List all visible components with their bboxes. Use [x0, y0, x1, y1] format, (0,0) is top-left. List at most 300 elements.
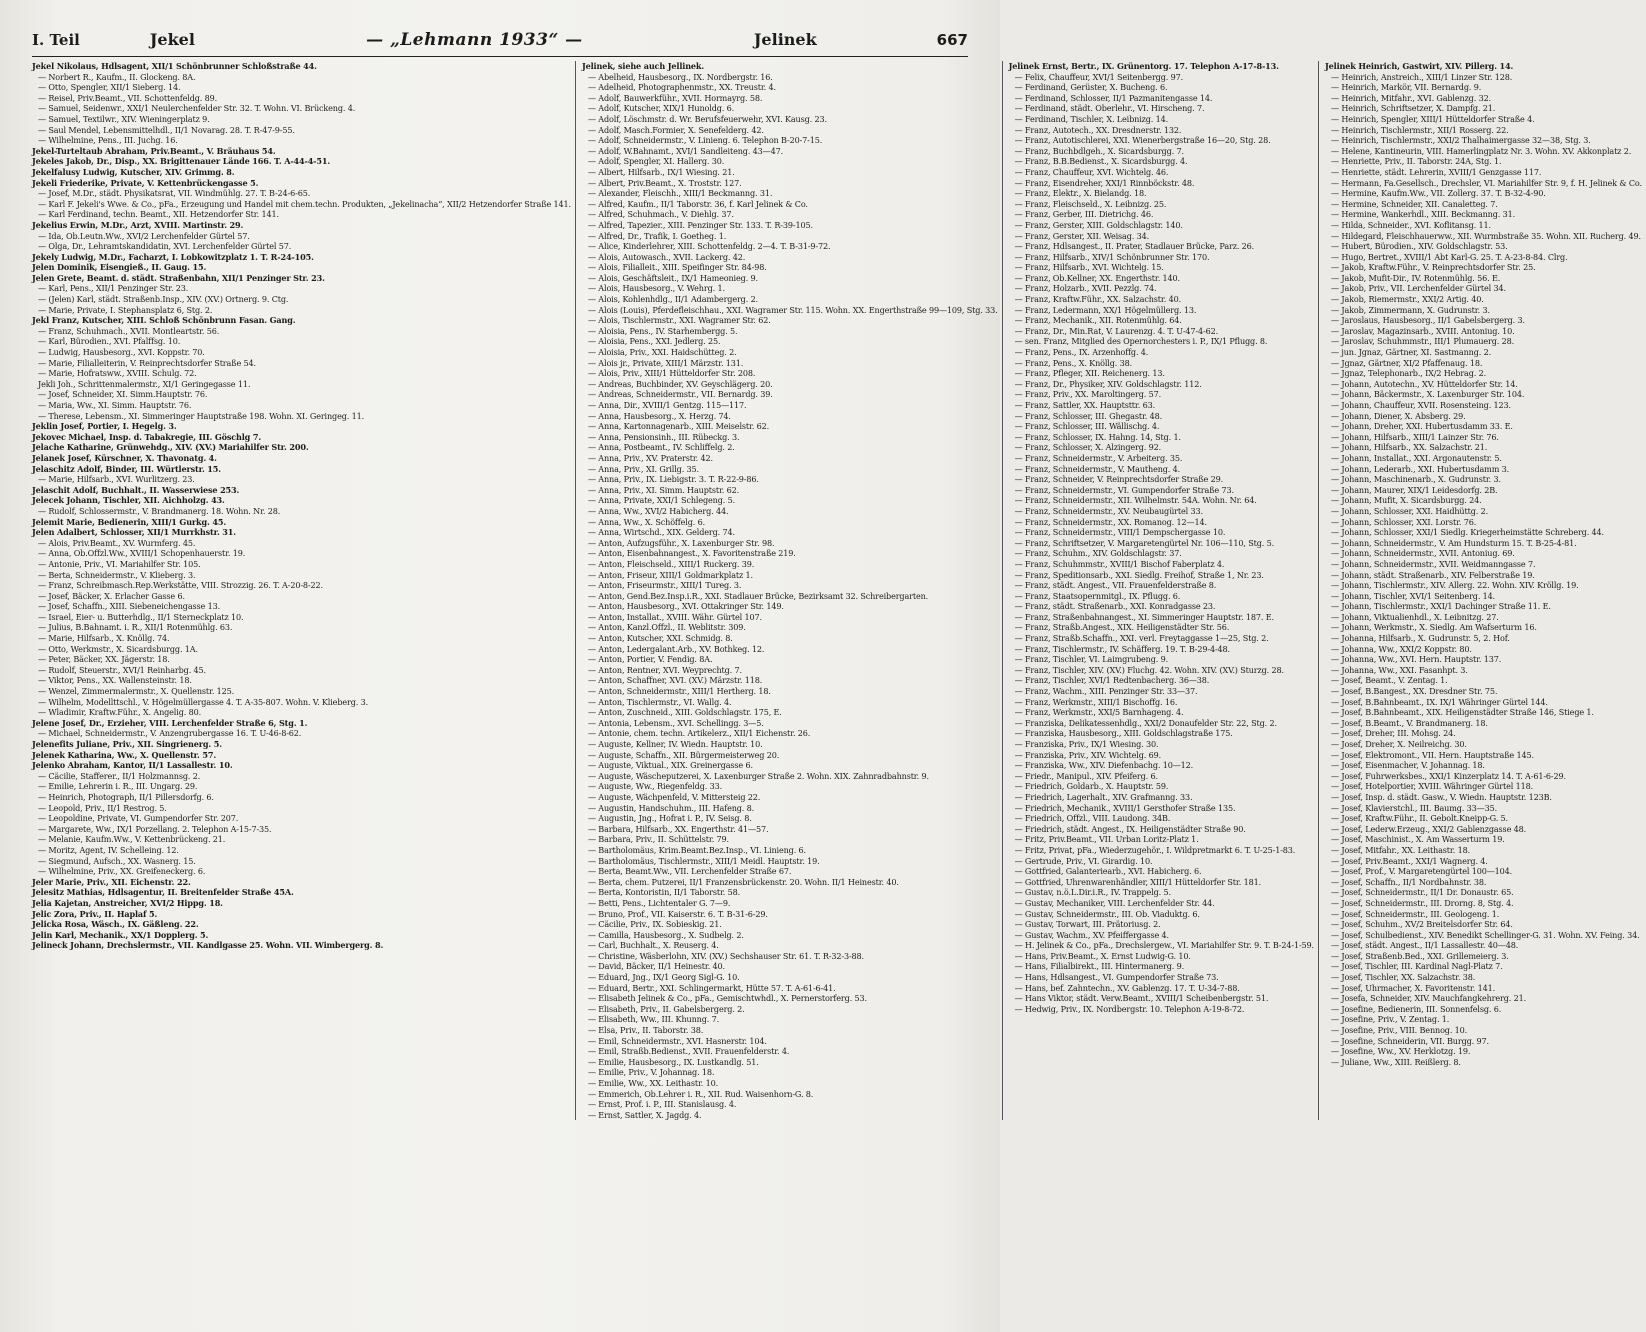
directory-entry: — Josef, B.Bahnbeamt., XIX. Heiligenstädter Straße 146, Stiege 1.: [1330, 707, 1594, 718]
directory-entry: — Josef, Dreher, X. Neilreichg. 30.: [1330, 739, 1467, 749]
directory-entry: — Cäcilie, Stafferer., II/1 Holzmannsg. 2.: [38, 770, 201, 781]
directory-entry: — Cäcilie, Priv., IX. Sobieskig. 21.: [587, 919, 722, 930]
directory-entry: — Wilhelmine, Priv., XX. Greifeneckerg. 6.: [38, 866, 206, 877]
directory-entry: — Franz, B.B.Bedienst., X. Sicardsburgg. 4.: [1014, 156, 1188, 167]
directory-entry: — Ferdinand, Gerüster, X. Bucheng. 6.: [1014, 82, 1168, 93]
directory-entry: — Emmerich, Ob.Lehrer i. R., XII. Rud. Waisenhorn-G. 8.: [587, 1088, 814, 1099]
directory-entry: Jelesitz Mathias, Hdlsagentur, II. Breitenfelder Straße 45A.: [32, 887, 294, 898]
directory-entry: Jekelfalusy Ludwig, Kutscher, XIV. Grimmg. 8.: [32, 166, 235, 177]
directory-entry: — Johann, Werkmstr., X. Siedlg. Am Wafserturm 16.: [1330, 622, 1537, 633]
directory-entry: — Alois, Geschäftsleit., IX/1 Hameonieg. 9.: [587, 272, 758, 283]
directory-entry: — Heinrich, Tischlermstr., XII/1 Rosserg. 22.: [1330, 124, 1509, 135]
directory-entry: — Anna, Hausbesorg., X. Herzg. 74.: [587, 410, 731, 421]
directory-entry: — Franz, Tischler, VI. Laimgrubeng. 9.: [1014, 654, 1168, 665]
directory-entry: — Alfred, Dr., Trafik, I. Goetheg. 1.: [587, 230, 727, 241]
directory-entry: — Albert, Priv.Beamt., X. Troststr. 127.: [587, 177, 742, 188]
directory-entry: — Josef, Fuhrwerksbes., XXI/1 Kinzerplatz 14. T. A-61-6-29.: [1330, 770, 1566, 781]
directory-entry: — Franz, Tischler, XVI/1 Redtenbacherg. 36—38.: [1014, 675, 1210, 686]
directory-entry: — Bartholomäus, Krim.Beamt.Bez.Insp., VI. Linieng. 6.: [587, 844, 806, 855]
directory-entry: — Wilhelmine, Pens., III. Juchg. 16.: [38, 135, 178, 146]
directory-entry: — Otto, Spengler, XII/1 Sieberg. 14.: [38, 82, 181, 93]
directory-entry: — Auguste, Viktual., XIX. Greinergasse 6.: [587, 760, 753, 771]
directory-entry: — Josef, Straßenb.Bed., XXI. Grillemeierg. 3.: [1330, 950, 1509, 961]
directory-entry: — Auguste, Wächpenfeld, V. Mittersteig 22.: [587, 791, 761, 802]
directory-entry: — Josefine, Schneiderin, VII. Burgg. 97.: [1330, 1035, 1489, 1046]
directory-entry: — Ferdinand, Schlosser, II/1 Pazmanitengasse 14.: [1014, 92, 1213, 103]
directory-entry: — Henriette, Priv., II. Taborstr. 24A, Stg. 1.: [1330, 156, 1502, 167]
directory-entry: — Franz, Tischlermstr., IV. Schäfferg. 19. T. B-29-4-48.: [1014, 643, 1230, 654]
directory-entry: — Josef, Elektromont., VII. Hern. Hauptstraße 145.: [1330, 749, 1534, 760]
directory-entry: — Hans, Priv.Beamt., X. Ernst Ludwig-G. 10.: [1014, 950, 1191, 961]
directory-entry: Jekely Ludwig, M.Dr., Facharzt, I. Lobkowitzplatz 1. T. R-24-105.: [32, 251, 314, 262]
directory-entry: — Johann, Schlosser, XXI. Haidhüttg. 2.: [1330, 505, 1489, 516]
directory-entry: — Anna, Wirtschd., XIX. Gelderg. 74.: [587, 527, 735, 538]
directory-entry: — Marie, Filialleiterin, V. Reinprechtsdorfer Straße 54.: [38, 357, 256, 368]
directory-entry: — Marie, Private, I. Stephansplatz 6, Stg. 2.: [38, 304, 213, 315]
directory-entry: — Elisabeth, Ww., III. Khunng. 7.: [587, 1014, 719, 1025]
directory-entry: — Franz, Schneidermstr., VIII/1 Dempschergasse 10.: [1014, 527, 1226, 538]
directory-entry: — Viktor, Pens., XX. Wallensteinstr. 18.: [38, 675, 192, 686]
directory-entry: — Christine, Wäsberlohn, XIV. (XV.) Sechshauser Str. 61. T. R-32-3-88.: [587, 950, 864, 961]
directory-entry: Jelinek, siehe auch Jellinek.: [581, 61, 705, 71]
directory-entry: — Johann, Schlosser, XXI/1 Siedlg. Kriegerheimstätte Schreberg. 44.: [1330, 527, 1604, 538]
directory-entry: Jelen Adalbert, Schlosser, XII/1 Murrkhstr. 31.: [32, 527, 236, 538]
directory-entry: — Emil, Straßb.Bedienst., XVII. Frauenfelderstr. 4.: [587, 1046, 790, 1057]
directory-entry: — Josef, Priv.Beamt., XXI/1 Wagnerg. 4.: [1330, 855, 1488, 866]
directory-entry: — Elisabeth, Priv., II. Gabelsbergerg. 2.: [587, 1003, 745, 1014]
directory-entry: — Antonie, chem. techn. Artikelerz., XII/1 Eichenstr. 26.: [587, 728, 811, 739]
directory-entry: Jelia Kajetan, Anstreicher, XVI/2 Hippg. 18.: [32, 897, 223, 908]
directory-entry: — Franz, Fleischseld., X. Leibnizg. 25.: [1014, 198, 1167, 209]
directory-entry: Jelinek Ernst, Bertr., IX. Grünentorg. 17. Telephon A-17-8-13.: [1008, 61, 1279, 71]
directory-entry: Jelemit Marie, Bedienerin, XIII/1 Gurkg. 45.: [32, 516, 226, 527]
directory-entry: Jekl Franz, Kutscher, XIII. Schloß Schönbrunn Fasan. Gang.: [32, 315, 296, 326]
directory-entry: — Franz, Ledermann, XX/1 Högelmüllerg. 13.: [1014, 304, 1197, 315]
directory-entry: — Josef, Eisenmacher, V. Johannag. 18.: [1330, 760, 1485, 771]
directory-entry: — Anton, Friseur, XIII/1 Goldmarkplatz 1.: [587, 569, 753, 580]
directory-entry: — Johann, Chauffeur, XVII. Rosensteing. 123.: [1330, 400, 1511, 410]
directory-entry: — Franz, Schneidermstr., XX. Romanog. 12—14.: [1014, 516, 1207, 527]
directory-entry: — Ludwig, Hausbesorg., XVI. Koppstr. 70.: [38, 347, 205, 358]
directory-entry: — Gustav, Torwart, III. Prätoriusg. 2.: [1014, 919, 1161, 930]
directory-entry: — Franz, Speditionsarb., XXI. Siedlg. Freihof, Straße 1, Nr. 23.: [1014, 569, 1264, 580]
directory-entry: — Heinrich, Spengler, XIII/1 Hütteldorfer Straße 4.: [1330, 113, 1535, 124]
directory-entry: — Heinrich, Photograph, II/1 Pillersdorfg. 6.: [38, 791, 214, 802]
directory-entry: — Josef, Schuhm., XV/2 Breitelsdorfer Str. 64.: [1330, 919, 1513, 930]
directory-column-3: [1009, 61, 1319, 1120]
directory-entry: — Auguste, Kellner, IV. Wiedn. Hauptstr. 10.: [587, 739, 763, 749]
directory-entry: — Franziska, Priv., XIV. Wichtelg. 69.: [1014, 749, 1162, 760]
directory-entry: — Alois, Hausbesorg., V. Wehrg. 1.: [587, 283, 725, 294]
directory-entry: — Franz, Sattler, XX. Hauptsttr. 63.: [1014, 400, 1155, 410]
directory-entry: — Josef, B.Beamt., V. Brandmanerg. 18.: [1330, 717, 1488, 728]
directory-entry: — Alfred, Kaufm., II/1 Taborstr. 36, f. Karl Jelinek & Co.: [587, 198, 808, 209]
directory-entry: Jelenko Abraham, Kantor, II/1 Lassallestr. 10.: [32, 760, 233, 771]
directory-entry: — Alois, Tischlermstr., XXI. Wagramer Str. 62.: [587, 315, 771, 326]
directory-entry: — Anna, Priv., XV. Praterstr. 42.: [587, 452, 713, 463]
directory-entry: — Moritz, Agent, IV. Schelleing. 12.: [38, 844, 179, 855]
directory-entry: — Reisel, Priv.Beamt., VII. Schottenfeldg. 89.: [38, 92, 218, 103]
directory-entry: — Franz, Dr., Physiker, XIV. Goldschlagstr. 112.: [1014, 378, 1202, 389]
directory-entry: — Franz, Chauffeur, XVI. Wichtelg. 46.: [1014, 166, 1169, 177]
directory-entry: — Alfred, Tapezier., XIII. Penzinger Str. 133. T. R-39-105.: [587, 219, 813, 230]
directory-entry: — Leopoldine, Private, VI. Gumpendorfer Str. 207.: [38, 813, 239, 824]
directory-entry: — Melanie, Kaufm.Ww., V. Kettenbrückeng. 21.: [38, 834, 226, 845]
directory-entry: — Barbara, Hilfsarb., XX. Engerthstr. 41—57.: [587, 823, 769, 834]
directory-entry: — Elisabeth Jelinek & Co., pFa., Gemischtwhdl., X. Pernerstorferg. 53.: [587, 993, 867, 1004]
directory-entry: — Johanna, Ww., XXI/2 Koppstr. 80.: [1330, 643, 1472, 654]
directory-entry: — Saul Mendel, Lebensmittelhdl., II/1 Novarag. 28. T. R-47-9-55.: [38, 124, 295, 135]
directory-entry: — Gustav, n.ö.L.Dir.i.R., IV. Trappelg. 5.: [1014, 887, 1171, 898]
directory-entry: — Eduard, Jng., IX/1 Georg Sigl-G. 10.: [587, 972, 740, 983]
directory-entry: — Albert, Hilfsarb., IX/1 Wiesing. 21.: [587, 166, 735, 177]
directory-entry: — Ferdinand, Tischler, X. Leibnizg. 14.: [1014, 113, 1169, 124]
directory-entry: — Franz, Gerster, XII. Weisag. 34.: [1014, 230, 1150, 241]
directory-entry: — Marie, Hilfsarb., X. Knöllg. 74.: [38, 633, 170, 644]
directory-entry: — Johanna, Ww., XXI. Fasanhpt. 3.: [1330, 664, 1468, 675]
directory-entry: — Rudolf, Schlossermstr., V. Brandmanerg. 18. Wohn. Nr. 28.: [38, 505, 281, 516]
directory-entry: — Josef, Dreher, III. Mohsg. 24.: [1330, 728, 1456, 739]
directory-entry: — Anna, Priv., XI. Simm. Hauptstr. 62.: [587, 484, 740, 495]
directory-entry: — Josefine, Bedienerin, III. Sonnenfelsg. 6.: [1330, 1003, 1502, 1014]
directory-entry: — Ida, Ob.Leutn.Ww., XVI/2 Lerchenfelder Gürtel 57.: [38, 230, 250, 241]
directory-entry: — Anna, Ob.Offzl.Ww., XVIII/1 Schopenhauerstr. 19.: [38, 548, 246, 559]
directory-entry: — Siegmund, Aufsch., XX. Wasnerg. 15.: [38, 855, 196, 866]
directory-entry: Jelinek Heinrich, Gastwirt, XIV. Pillerg. 14.: [1324, 61, 1514, 71]
directory-entry: — Abelheid, Hausbesorg., IX. Nordbergstr. 16.: [587, 71, 773, 82]
directory-entry: — Karl, Pens., XII/1 Penzinger Str. 23.: [38, 283, 189, 294]
directory-entry: — Jgnaz, Gärtner, XI/2 Pfaffenaug. 18.: [1330, 357, 1483, 368]
directory-entry: — Gustav, Wachm., XV. Pfeiffergasse 4.: [1014, 929, 1169, 940]
directory-entry: Jelaschitz Adolf, Binder, III. Würtlerstr. 15.: [32, 463, 221, 474]
directory-entry: — Johann, Maurer, XIX/1 Leidesdorfg. 2B.: [1330, 484, 1498, 495]
directory-entry: — Helene, Kantineurin, VIII. Hamerlingplatz Nr. 3. Wohn. XV. Akkonplatz 2.: [1330, 145, 1632, 156]
directory-entry: — Jaroslaus, Hausbesorg., II/1 Gabelsbergerg. 3.: [1330, 315, 1525, 326]
directory-entry: — Anton, Fleischseld., XIII/1 Ruckerg. 39.: [587, 558, 755, 569]
directory-entry: — Fritz, Priv.Beamt., VII. Urban Loritz-Platz 1.: [1014, 834, 1199, 845]
directory-entry: — Anton, Portier, V. Fendig. 8A.: [587, 654, 713, 665]
directory-entry: — sen. Franz, Mitglied des Opernorchesters i. P., IX/1 Pflugg. 8.: [1014, 336, 1268, 347]
directory-entry: — Augustin, Jng., Hofrat i. P., IV. Seisg. 8.: [587, 813, 752, 824]
directory-entry: — Franz, Gerster, XIII. Goldschlagstr. 140.: [1014, 219, 1183, 230]
directory-entry: — Josef, Prof., V. Margaretengürtel 100—104.: [1330, 866, 1513, 877]
directory-entry: — Jaroslav, Magazinsarb., XVIII. Antoniug. 10.: [1330, 325, 1515, 336]
directory-entry: — Franz, Gerber, III. Dietrichg. 46.: [1014, 209, 1154, 220]
directory-entry: — Alois, Priv., XIII/1 Hütteldorfer Str. 208.: [587, 368, 756, 379]
directory-entry: — Adolf, Kutscher, XIX/1 Hunoldg. 6.: [587, 103, 735, 114]
directory-entry: — Hubert, Bürodien., XIV. Goldschlagstr. 53.: [1330, 241, 1508, 252]
directory-entry: — Johann, Diener, X. Absberg. 29.: [1330, 410, 1466, 421]
directory-entry: — Gottfried, Galanteriearb., XVI. Habicherg. 6.: [1014, 866, 1202, 877]
directory-entry: — Hermine, Schneider, XII. Canaletteg. 7.: [1330, 198, 1498, 209]
directory-entry: — Josef, Klavierstchl., III. Baumg. 33—35.: [1330, 802, 1497, 813]
directory-entry: — Henriette, städt. Lehrerin, XVIII/1 Genzgasse 117.: [1330, 166, 1542, 177]
directory-entry: — Franz, Schlosser, X. Alzingerg. 92.: [1014, 442, 1162, 453]
directory-entry: — Franziska, Priv., IX/1 Wiesing. 30.: [1014, 739, 1159, 749]
directory-entry: — Anton, Eisenbahnangest., X. Favoritenstraße 219.: [587, 548, 796, 559]
directory-entry: — Franz, Elektr., X. Bielandg. 18.: [1014, 188, 1147, 199]
directory-entry: — Emil, Schneidermstr., XVI. Hasnerstr. 104.: [587, 1035, 767, 1046]
directory-entry: — Alois, Filialleit., XIII. Speifinger Str. 84-98.: [587, 262, 767, 273]
directory-entry: — Johann, Installat., XXI. Argonautenstr. 5.: [1330, 452, 1502, 463]
directory-entry: Jelecek Johann, Tischler, XII. Aichholzg. 43.: [32, 495, 225, 506]
directory-entry: — Josefine, Ww., XV. Herklotzg. 19.: [1330, 1046, 1471, 1057]
directory-entry: — Franz, Holzarb., XVII. Pezzlg. 74.: [1014, 283, 1157, 294]
directory-entry: — Friedrich, Mechanik., XVIII/1 Gersthofer Straße 135.: [1014, 802, 1236, 813]
directory-entry: — Otto, Werkmstr., X. Sicardsburgg. 1A.: [38, 643, 198, 654]
directory-entry: — Jakob, Kraftw.Führ., V. Reinprechtsdorfer Str. 25.: [1330, 262, 1536, 273]
directory-entry: — Anton, Kutscher, XXI. Schmidg. 8.: [587, 633, 733, 644]
directory-entry: Jeklin Josef, Portier, I. Hegelg. 3.: [32, 421, 177, 432]
directory-entry: — Josef, Schneidermstr., II/1 Dr. Donaustr. 65.: [1330, 887, 1514, 898]
directory-entry: — Norbert R., Kaufm., II. Glockeng. 8A.: [38, 71, 196, 82]
directory-entry: — Franziska, Ww., XIV. Diefenbachg. 10—12.: [1014, 760, 1194, 771]
directory-entry: — Rudolf, Steuerstr., XVI/1 Reinharbg. 45.: [38, 664, 206, 675]
directory-entry: — Franz, Schriftsetzer, V. Margaretengürtel Nr. 106—110, Stg. 5.: [1014, 537, 1275, 548]
directory-entry: — Josef, B.Bangest., XX. Dresdner Str. 75.: [1330, 686, 1498, 697]
section-label: I. Teil: [32, 31, 80, 49]
directory-entry: — Hildegard, Fleischhauerww., XII. Wurmbstraße 35. Wohn. XII. Rucherg. 49.: [1330, 230, 1641, 241]
directory-entry: — Julius, B.Bahnamt. i. R., XII/1 Rotenmühlg. 63.: [38, 622, 233, 633]
directory-entry: — Friedr., Manipul., XIV. Pfeiferg. 6.: [1014, 770, 1158, 781]
directory-entry: — Josef, Lederw.Erzeug., XXI/2 Gablenzgasse 48.: [1330, 823, 1527, 834]
directory-entry: — Hilda, Schneider., XVI. Koflitansg. 11.: [1330, 219, 1491, 230]
directory-entry: Jelin Karl, Mechanik., XX/1 Dopplerg. 5.: [32, 929, 209, 940]
directory-column-2: [582, 61, 1003, 1120]
directory-entry: — David, Bäcker, II/1 Heinestr. 40.: [587, 961, 725, 972]
directory-entry: — Hans, bef. Zahntechn., XV. Gablenzg. 17. T. U-34-7-88.: [1014, 982, 1240, 993]
directory-entry: — Jaroslav, Schuhmmstr., III/1 Plumauerg. 28.: [1330, 336, 1515, 347]
directory-entry: — Anton, Zuschneid., XIII. Goldschlagstr. 175, E.: [587, 707, 782, 718]
directory-entry: — Franz, Schuhmach., XVII. Montleartstr. 56.: [38, 325, 220, 336]
directory-entry: — Anton, Aufzugsführ., X. Laxenburger Str. 98.: [587, 537, 775, 548]
directory-entry: — Leopold, Priv., II/1 Restrog. 5.: [38, 802, 167, 813]
directory-entry: — Heinrich, Markör, VII. Bernardg. 9.: [1330, 82, 1482, 93]
directory-entry: — Karl F. Jekeli's Wwe. & Co., pFa., Erzeugung und Handel mit chem.techn. Produkten, „Jekelinacha“, XII/2 Hetzendorfer Straße 141.: [38, 198, 571, 209]
directory-entry: Jekel-Turteltaub Abraham, Priv.Beamt., V. Bräuhaus 54.: [32, 145, 276, 156]
directory-entry: — Anton, Kanzl.Offzl., II. Weblitstr. 309.: [587, 622, 746, 633]
directory-entry: Jekovec Michael, Insp. d. Tabakregie, III. Göschlg 7.: [32, 431, 262, 442]
directory-columns: [32, 61, 1642, 1120]
directory-entry: — Franz, Tischler, XIV. (XV.) Fluchg. 42. Wohn. XIV. (XV.) Sturzg. 28.: [1014, 664, 1284, 675]
directory-entry: — Adolf, W.Bahnamt., XVI/1 Sandleiteng. 43—47.: [587, 145, 784, 156]
directory-entry: — Alois, Kohlenhdlg., II/1 Adambergerg. 2.: [587, 294, 758, 305]
page-header: [32, 30, 968, 57]
directory-entry: — Josef, Schulbedienst., XIV. Benedikt Schellinger-G. 31. Wohn. XV. Feing. 34.: [1330, 929, 1640, 940]
directory-entry: — Johann, städt. Straßenarb., XIV. Felberstraße 19.: [1330, 569, 1535, 580]
directory-entry: — Alois, Autowasch., XVII. Lackerg. 42.: [587, 251, 746, 262]
directory-entry: — Anna, Dir., XVIII/1 Gentzg. 115—117.: [587, 400, 747, 410]
directory-entry: — Jakob, Mufit-Dir., IV. Rotenmühlg. 56. E.: [1330, 272, 1501, 283]
directory-entry: — Franziska, Delikatessenhdlg., XXI/2 Donaufelder Str. 22, Stg. 2.: [1014, 717, 1277, 728]
directory-entry: — Franz, städt. Angest., VII. Frauenfelderstraße 8.: [1014, 580, 1217, 591]
directory-entry: — Jakob, Riemermstr., XXI/2 Artig. 40.: [1330, 294, 1484, 305]
directory-entry: — jun. Jgnaz, Gärtner, XI. Sastmanng. 2.: [1330, 347, 1492, 358]
directory-entry: — Anna, Pensionsinh., III. Rübeckg. 3.: [587, 431, 740, 442]
directory-entry: — Anna, Postbeamt., IV. Schliffelg. 2.: [587, 442, 735, 453]
directory-entry: — Gustav, Mechaniker, VIII. Lerchenfelder Str. 44.: [1014, 897, 1215, 908]
directory-entry: Jelene Josef, Dr., Erzieher, VIII. Lerchenfelder Straße 6, Stg. 1.: [32, 717, 308, 728]
page-number: 667: [936, 31, 968, 49]
directory-entry: — Hermine, Kaufm.Ww., VII. Zollerg. 37. T. B-32-4-90.: [1330, 188, 1546, 199]
directory-entry: — Johann, Hilfsarb., XIII/1 Lainzer Str. 76.: [1330, 431, 1499, 442]
directory-entry: — Johann, Tischlermstr., XIV. Allerg. 22. Wohn. XIV. Kröllg. 19.: [1330, 580, 1579, 591]
directory-entry: — Heinrich, Schriftsetzer, X. Dampfg. 21.: [1330, 103, 1496, 114]
directory-entry: — Fritz, Privat, pFa., Wiederzugehör., I. Wildpretmarkt 6. T. U-25-1-83.: [1014, 844, 1296, 855]
directory-entry: — Anton, Schneidermstr., XIII/1 Hertherg. 18.: [587, 686, 771, 697]
directory-entry: — Karl, Bürodien., XVI. Pfalffsg. 10.: [38, 336, 181, 347]
directory-entry: — Josef, B.Bahnbeamt., IX. IX/1 Währinger Gürtel 144.: [1330, 696, 1548, 707]
directory-entry: — Franz, Ob.Kellner, XX. Engerthstr. 140.: [1014, 272, 1180, 283]
directory-entry: — Franz, Buchbdlgeh., X. Sicardsburgg. 7.: [1014, 145, 1184, 156]
directory-entry: Jelaschit Adolf, Buchhalt., II. Wasserwiese 253.: [32, 484, 240, 495]
directory-entry: Jelen Dominik, Eisengieß., II. Gaug. 15.: [32, 262, 207, 273]
directory-entry: — Betti, Pens., Lichtentaler G. 7—9.: [587, 897, 731, 908]
first-entry-guide-word: Jekel: [149, 30, 195, 49]
directory-entry: — Franz, Staatsopernmitgl., IX. Pflugg. 6.: [1014, 590, 1181, 601]
directory-entry: — Franz, Eisendreher, XXI/1 Rinnböckstr. 48.: [1014, 177, 1195, 188]
directory-entry: — Carl, Buchhalt., X. Reuserg. 4.: [587, 940, 719, 951]
directory-entry: — Franz, Schneidermstr., V. Mautheng. 4.: [1014, 463, 1181, 474]
directory-entry: — Johann, Mufit, X. Sicardsburgg. 24.: [1330, 495, 1482, 506]
directory-entry: — Franz, Pens., IX. Arzenhoffg. 4.: [1014, 347, 1149, 358]
directory-entry: — Johann, Tischler, XVI/1 Seitenberg. 14.: [1330, 590, 1496, 601]
directory-entry: — Jakob, Priv., VII. Lerchenfelder Gürtel 34.: [1330, 283, 1506, 294]
directory-entry: — Johann, Lederarb., XXI. Hubertusdamm 3.: [1330, 463, 1510, 474]
directory-entry: — Franz, Straßb.Schaffn., XXI. verl. Freytaggasse 1—25, Stg. 2.: [1014, 633, 1269, 644]
directory-entry: — Josef, M.Dr., städt. Physikatsrat, VII. Windmühlg. 27. T. B-24-6-65.: [38, 188, 311, 199]
directory-entry: Jekeli Friederike, Private, V. Kettenbrückengasse 5.: [32, 177, 259, 188]
directory-entry: — Franz, Straßenbahnangest., XI. Simmeringer Hauptstr. 187. E.: [1014, 611, 1274, 622]
directory-entry: — Johann, Schneidermstr., XVII. Weidmanngasse 7.: [1330, 558, 1536, 569]
directory-entry: — Josef, Schneidermstr., III. Geologeng. 1.: [1330, 908, 1500, 919]
directory-entry: — Josef, städt. Angest., II/1 Lassallestr. 40—48.: [1330, 940, 1519, 951]
directory-entry: — Jgnaz, Telephonarb., IX/2 Hebrag. 2.: [1330, 368, 1487, 379]
directory-entry: — Andreas, Buchbinder, XV. Geyschlägerg. 20.: [587, 378, 773, 389]
directory-entry: — Gustav, Schneidermstr., III. Ob. Viaduktg. 6.: [1014, 908, 1200, 919]
directory-entry: — Adelheid, Photographenmstr., XX. Treustr. 4.: [587, 82, 776, 93]
directory-entry: — Bruno, Prof., VII. Kaiserstr. 6. T. B-31-6-29.: [587, 908, 768, 919]
directory-entry: Jekelius Erwin, M.Dr., Arzt, XVIII. Martinstr. 29.: [32, 219, 244, 230]
directory-entry: — Hans, Hdlsangest., VI. Gumpendorfer Straße 73.: [1014, 972, 1219, 983]
directory-entry: — Aloisia, Priv., XXI. Haidschütteg. 2.: [587, 347, 737, 358]
directory-entry: — Johann, Autotechn., XV. Hütteldorfer Str. 14.: [1330, 378, 1518, 389]
directory-entry: — Hugo, Bertret., XVIII/1 Abt Karl-G. 25. T. A-23-8-84. Clrg.: [1330, 251, 1568, 262]
directory-entry: — Johann, Tischlermstr., XXI/1 Dachinger Straße 11. E.: [1330, 601, 1551, 612]
directory-entry: — Israel, Eier- u. Butterhdlg., II/1 Sterneckplatz 10.: [38, 611, 244, 622]
directory-entry: — Franz, Schlosser, III. Wällischg. 4.: [1014, 421, 1160, 432]
directory-entry: — Franz, Straßb.Angest., XIX. Heiligenstädter Str. 56.: [1014, 622, 1230, 633]
directory-entry: — Therese, Lebensm., XI. Simmeringer Hauptstraße 198. Wohn. XI. Geringeg. 11.: [38, 410, 365, 421]
directory-entry: — Anton, Ledergalant.Arb., XV. Bothkeg. 12.: [587, 643, 765, 654]
directory-entry: — Anton, Hausbesorg., XVI. Ottakringer Str. 149.: [587, 601, 784, 612]
directory-entry: — Hedwig, Priv., IX. Nordbergstr. 10. Telephon A-19-8-72.: [1014, 1003, 1245, 1014]
directory-entry: — Johann, Maschinenarb., X. Gudrunstr. 3.: [1330, 474, 1501, 485]
directory-entry: — Alfred, Schuhmach., V. Diehlg. 37.: [587, 209, 734, 220]
directory-entry: — Berta, Schneidermstr., V. Klieberg. 3.: [38, 569, 196, 580]
directory-entry: Jekli Joh., Schrittenmalermstr., XI/1 Geringegasse 11.: [38, 378, 251, 389]
directory-entry: Jelic Zora, Priv., II. Haplaf 5.: [32, 908, 158, 919]
directory-entry: — Michael, Schneidermstr., V. Anzengrubergasse 16. T. U-46-8-62.: [38, 728, 302, 739]
directory-entry: — Heinrich, Mitfahr., XVI. Gablenzg. 32.: [1330, 92, 1491, 103]
directory-entry: — Franz, Schlosser, IX. Hahng. 14, Stg. 1.: [1014, 431, 1181, 442]
directory-entry: — Franziska, Hausbesorg., XIII. Goldschlagstraße 175.: [1014, 728, 1233, 739]
directory-entry: — Camilla, Hausbesorg., X. Sudbelg. 2.: [587, 929, 744, 940]
directory-entry: — Aloisia, Pens., IV. Starhembergg. 5.: [587, 325, 738, 336]
directory-entry: — Franz, Schuhmmstr., XVIII/1 Bischof Faberplatz 4.: [1014, 558, 1225, 569]
directory-entry: — Wilhelm, Modellttschl., V. Högelmüllergasse 4. T. A-35-807. Wohn. V. Klieberg. 3.: [38, 696, 369, 707]
directory-entry: — Franz, Autotech., XX. Dresdnerstr. 132.: [1014, 124, 1182, 135]
directory-entry: — Josef, Schneider, XI. Simm.Hauptstr. 76.: [38, 389, 208, 400]
directory-entry: — Peter, Bäcker, XX. Jägerstr. 18.: [38, 654, 170, 665]
directory-entry: — Franz, Schneidermstr., VI. Gumpendorfer Straße 73.: [1014, 484, 1234, 495]
directory-entry: — Franz, Schneidermstr., XII. Wilhelmstr. 54A. Wohn. Nr. 64.: [1014, 495, 1257, 506]
directory-entry: — Adolf, Masch.Formier, X. Senefelderg. 42.: [587, 124, 764, 135]
directory-entry: — Gertrude, Priv., VI. Girardig. 10.: [1014, 855, 1153, 866]
directory-entry: — Hans Viktor, städt. Verw.Beamt., XVIII/1 Scheibenbergstr. 51.: [1014, 993, 1269, 1004]
directory-entry: — Franz, Wachm., XIII. Penzinger Str. 33—37.: [1014, 686, 1198, 697]
directory-entry: — Franz, Schneidermstr., V. Arbeiterg. 35.: [1014, 452, 1183, 463]
directory-entry: — Franz, Dr., Min.Rat, V. Laurenzg. 4. T. U-47-4-62.: [1014, 325, 1219, 336]
directory-entry: — Franz, Kraftw.Führ., XX. Salzachstr. 40.: [1014, 294, 1181, 305]
directory-entry: — Anton, Tischlermstr., VI. Wallg. 4.: [587, 696, 732, 707]
directory-entry: — Heinrich, Anstreich., XIII/1 Linzer Str. 128.: [1330, 71, 1513, 82]
directory-entry: — Josef, Beamt., V. Zentag. 1.: [1330, 675, 1448, 686]
directory-entry: — Margarete, Ww., IX/1 Porzellang. 2. Telephon A-15-7-35.: [38, 823, 272, 834]
directory-entry: — Anna, Private, XXI/1 Schlegeng. 5.: [587, 495, 736, 506]
directory-entry: — Anton, Schaffner, XVI. (XV.) Märzstr. 118.: [587, 675, 763, 686]
directory-entry: — Augustin, Handschuhm., III. Hafeng. 8.: [587, 802, 755, 813]
directory-entry: Jelache Katharine, Grünwehdg., XIV. (XV.) Mariahilfer Str. 200.: [32, 442, 309, 453]
directory-entry: — Ferdinand, städt. Oberlehr., VI. Hirscheng. 7.: [1014, 103, 1205, 114]
directory-entry: — Berta, Kontoristin, II/1 Taborstr. 58.: [587, 887, 741, 898]
directory-entry: — Adolf, Löschmstr. d. Wr. Berufsfeuerwehr, XVI. Kausg. 23.: [587, 113, 827, 124]
publication-title: — „Lehmann 1933“ —: [366, 30, 583, 50]
directory-entry: — Franz, Autotischlerei, XXI. Wienerbergstraße 16—20, Stg. 28.: [1014, 135, 1271, 146]
directory-entry: — Johanna, Ww., XVI. Hern. Hauptstr. 137.: [1330, 654, 1502, 665]
directory-entry: — Franz, Pens., X. Knöllg. 38.: [1014, 357, 1133, 368]
directory-entry: — Franz, Schneidermstr., XV. Neubaugürtel 33.: [1014, 505, 1203, 516]
directory-entry: — Adolf, Schneidermstr., V. Linieng. 6. Telephon B-20-7-15.: [587, 135, 823, 146]
directory-entry: — Alois, Priv.Beamt., XV. Wurmferg. 45.: [38, 537, 196, 548]
directory-entry: — Anton, Rentner, XVI. Weyprechtg. 7.: [587, 664, 742, 675]
directory-entry: Jelanek Josef, Kürschner, X. Thavonatg. 4.: [32, 452, 217, 463]
directory-entry: — Jakob, Zimmermann, X. Gudrunstr. 3.: [1330, 304, 1490, 315]
directory-entry: — H. Jelinek & Co., pFa., Drechslergew., VI. Mariahilfer Str. 9. T. B-24-1-59.: [1014, 940, 1314, 951]
header-left: [32, 30, 195, 49]
directory-entry: — Franz, städt. Straßenarb., XXI. Konradgasse 23.: [1014, 601, 1216, 612]
directory-entry: — Johann, Schneidermstr., V. Am Hundsturm 15. T. B-25-4-81.: [1330, 537, 1577, 548]
directory-entry: — Johann, Schlosser, XXI. Lorstr. 76.: [1330, 516, 1477, 527]
directory-entry: — Emilie, Hausbesorg., IX. Lustkandlg. 51.: [587, 1056, 759, 1067]
directory-entry: — Adolf, Spengler, XI. Hallerg. 30.: [587, 156, 725, 167]
directory-entry: — Emilie, Priv., V. Johannag. 18.: [587, 1067, 715, 1078]
directory-entry: — Franz, Schneider, V. Reinprechtsdorfer Straße 29.: [1014, 474, 1224, 485]
directory-entry: — Anna, Kartonnagenarb., XIII. Meiselstr. 62.: [587, 421, 770, 432]
directory-entry: Jelicka Rosa, Wäsch., IX. Gäßleng. 22.: [32, 919, 199, 930]
directory-column-4: [1325, 61, 1646, 1120]
directory-entry: — Maria, Ww., XI. Simm. Hauptstr. 76.: [38, 400, 192, 410]
directory-entry: Jelenefits Juliane, Priv., XII. Singrienerg. 5.: [32, 739, 222, 749]
directory-entry: — Alois jr., Private, XIII/1 Märzstr. 131.: [587, 357, 744, 368]
directory-entry: — Franz, Hilfsarb., XIV/1 Schönbrunner Str. 170.: [1014, 251, 1210, 262]
directory-column-1: [32, 61, 576, 1120]
directory-entry: — Friedrich, Goldarb., X. Hauptstr. 59.: [1014, 781, 1169, 792]
directory-entry: — Hans, Filialbirekt., III. Hintermanerg. 9.: [1014, 961, 1185, 972]
directory-entry: — Bartholomäus, Tischlermstr., XIII/1 Meidl. Hauptstr. 19.: [587, 855, 820, 866]
directory-entry: — Eduard, Bertr., XXI. Schlingermarkt, Hütte 57. T. A-61-6-41.: [587, 982, 836, 993]
directory-entry: — Friedrich, Lagerhalt., XIV. Grafmanng. 33.: [1014, 791, 1193, 802]
